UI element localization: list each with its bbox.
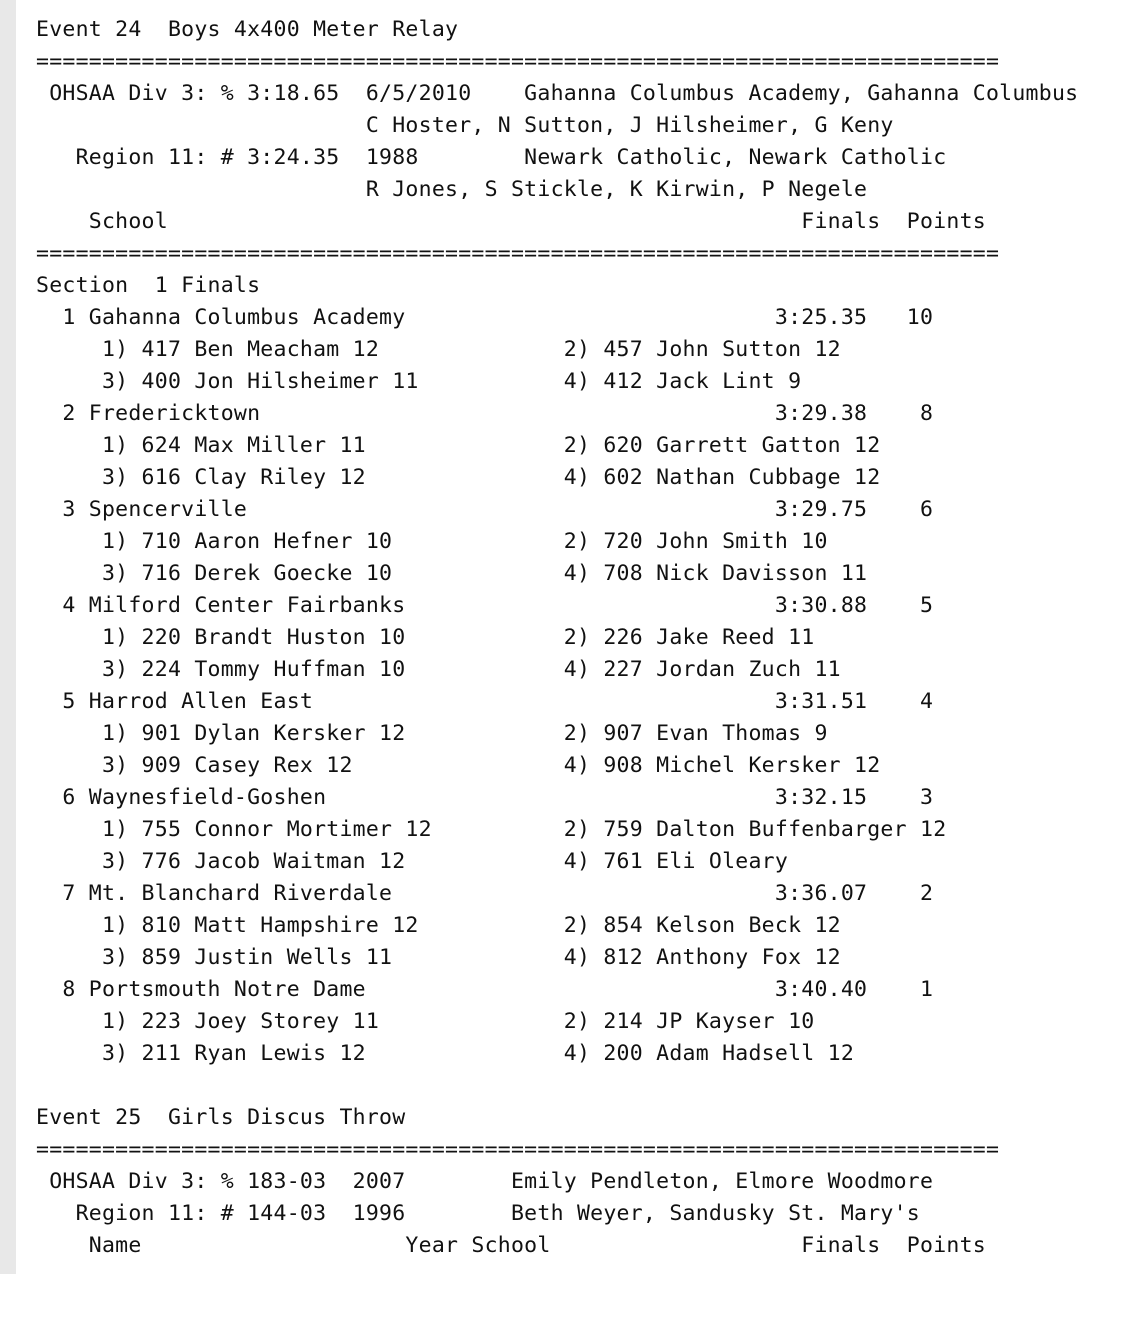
region-record-line: Region 11: # 3:24.35 1988 Newark Catholic, Newark Catholic [36, 145, 947, 170]
runner-row: 1) 220 Brandt Huston 10 2) 226 Jake Reed 11 [36, 625, 815, 650]
separator-line: ========================================================================= [36, 241, 1000, 266]
runner-row: 1) 417 Ben Meacham 12 2) 457 John Sutton 12 [36, 337, 841, 362]
runner-row: 1) 710 Aaron Hefner 10 2) 720 John Smith 10 [36, 529, 828, 554]
runner-row: 1) 810 Matt Hampshire 12 2) 854 Kelson Beck 12 [36, 913, 841, 938]
column-header: School Finals Points [36, 209, 986, 234]
event-24-title: Event 24 Boys 4x400 Meter Relay [36, 17, 459, 42]
left-margin-strip [0, 0, 16, 1274]
team-result-row: 5 Harrod Allen East 3:31.51 4 [36, 689, 934, 714]
runner-row: 3) 909 Casey Rex 12 4) 908 Michel Kersker 12 [36, 753, 881, 778]
runner-row: 1) 755 Connor Mortimer 12 2) 759 Dalton Buffenbarger 12 [36, 817, 947, 842]
column-header: Name Year School Finals Points [36, 1233, 986, 1258]
runner-row: 3) 616 Clay Riley 12 4) 602 Nathan Cubbage 12 [36, 465, 881, 490]
section-heading: Section 1 Finals [36, 273, 261, 298]
bottom-blank-area [0, 1274, 1143, 1334]
team-result-row: 8 Portsmouth Notre Dame 3:40.40 1 [36, 977, 934, 1002]
region-record-line: Region 11: # 144-03 1996 Beth Weyer, Sandusky St. Mary's [36, 1201, 921, 1226]
runner-row: 1) 624 Max Miller 11 2) 620 Garrett Gatton 12 [36, 433, 881, 458]
team-result-row: 2 Fredericktown 3:29.38 8 [36, 401, 934, 426]
state-record-line: OHSAA Div 3: % 183-03 2007 Emily Pendleton, Elmore Woodmore [36, 1169, 934, 1194]
event-25-title: Event 25 Girls Discus Throw [36, 1105, 406, 1130]
results-text [36, 14, 1078, 1262]
team-result-row: 7 Mt. Blanchard Riverdale 3:36.07 2 [36, 881, 934, 906]
runner-row: 1) 901 Dylan Kersker 12 2) 907 Evan Thomas 9 [36, 721, 828, 746]
state-record-line: OHSAA Div 3: % 3:18.65 6/5/2010 Gahanna Columbus Academy, Gahanna Columbus [36, 81, 1079, 106]
results-document [16, 0, 1143, 1274]
team-result-row: 3 Spencerville 3:29.75 6 [36, 497, 934, 522]
team-result-row: 6 Waynesfield-Goshen 3:32.15 3 [36, 785, 934, 810]
runner-row: 3) 224 Tommy Huffman 10 4) 227 Jordan Zuch 11 [36, 657, 841, 682]
team-result-row: 1 Gahanna Columbus Academy 3:25.35 10 [36, 305, 934, 330]
runner-row: 3) 400 Jon Hilsheimer 11 4) 412 Jack Lint 9 [36, 369, 802, 394]
state-record-runners: C Hoster, N Sutton, J Hilsheimer, G Keny [36, 113, 894, 138]
region-record-runners: R Jones, S Stickle, K Kirwin, P Negele [36, 177, 868, 202]
runner-row: 1) 223 Joey Storey 11 2) 214 JP Kayser 10 [36, 1009, 815, 1034]
runner-row: 3) 716 Derek Goecke 10 4) 708 Nick Davisson 11 [36, 561, 868, 586]
runner-row: 3) 859 Justin Wells 11 4) 812 Anthony Fox 12 [36, 945, 841, 970]
separator-line: ========================================================================= [36, 49, 1000, 74]
team-result-row: 4 Milford Center Fairbanks 3:30.88 5 [36, 593, 934, 618]
runner-row: 3) 776 Jacob Waitman 12 4) 761 Eli Oleary [36, 849, 789, 874]
runner-row: 3) 211 Ryan Lewis 12 4) 200 Adam Hadsell 12 [36, 1041, 855, 1066]
separator-line: ========================================================================= [36, 1137, 1000, 1162]
